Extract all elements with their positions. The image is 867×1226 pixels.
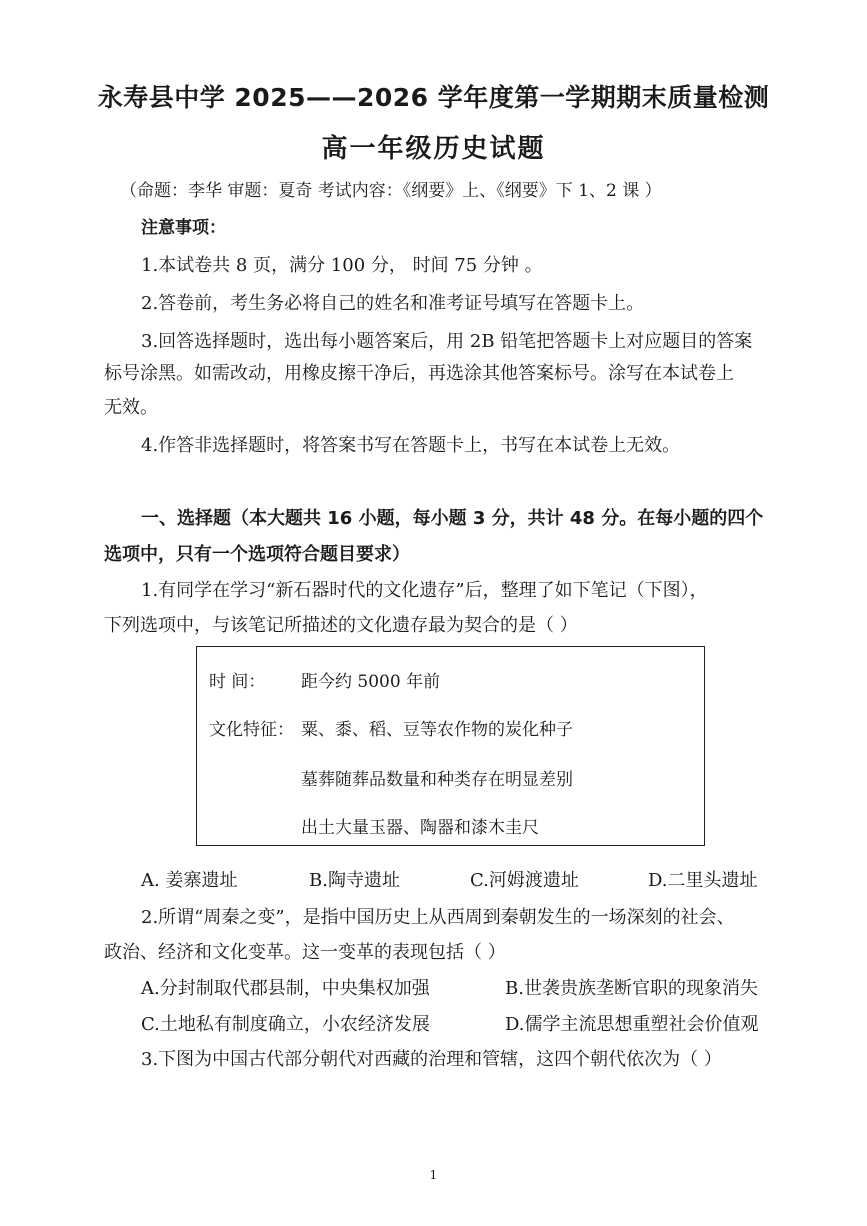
note-item-3-line-2: 标号涂黑。如需改动，用橡皮擦干净后，再选涂其他答案标号。涂写在本试卷上 (104, 363, 734, 384)
note-item-3-line-1: 3.回答选择题时，选出每小题答案后，用 2B 铅笔把答题卡上对应题目的答案 (141, 331, 753, 352)
exam-subtitle: 高一年级历史试题 (321, 134, 546, 164)
question-1-stem-line-2: 下列选项中，与该笔记所描述的文化遗存最为契合的是（ ） (104, 615, 578, 636)
question-1-notes-box (196, 646, 705, 846)
question-1-option-d: D.二里头遗址 (648, 870, 758, 891)
exam-info: （命题：李华 审题：夏奇 考试内容：《纲要》上、《纲要》下 1、2 课 ） (120, 181, 662, 201)
box-feature-3: 出土大量玉器、陶器和漆木圭尺 (301, 818, 539, 838)
question-1-option-c: C.河姆渡遗址 (470, 870, 579, 891)
question-2-option-c: C.土地私有制度确立，小农经济发展 (141, 1014, 430, 1035)
note-item-3-line-3: 无效。 (104, 397, 158, 418)
question-2-stem-line-1: 2.所谓“周秦之变”，是指中国历史上从西周到秦朝发生的一场深刻的社会、 (141, 907, 735, 928)
page-number: 1 (429, 1168, 438, 1182)
question-2-option-a: A.分封制取代郡县制，中央集权加强 (141, 978, 430, 999)
note-item-1: 1.本试卷共 8 页，满分 100 分， 时间 75 分钟 。 (141, 255, 543, 276)
box-feature-label: 文化特征： (209, 720, 294, 740)
note-item-4: 4.作答非选择题时，将答案书写在答题卡上，书写在本试卷上无效。 (141, 435, 681, 456)
section-heading-line-1: 一、选择题（本大题共 16 小题，每小题 3 分，共计 48 分。在每小题的四个 (141, 508, 764, 529)
question-2-stem-line-2: 政治、经济和文化变革。这一变革的表现包括（ ） (104, 942, 506, 963)
box-time-value: 距今约 5000 年前 (301, 672, 441, 692)
box-time-label: 时 间： (209, 672, 266, 692)
question-3-stem: 3.下图为中国古代部分朝代对西藏的治理和管辖，这四个朝代依次为（ ） (141, 1049, 722, 1070)
question-1-stem-line-1: 1.有同学在学习“新石器时代的文化遗存”后，整理了如下笔记（下图）， (141, 580, 708, 601)
box-feature-2: 墓葬随葬品数量和种类存在明显差别 (301, 770, 573, 790)
section-heading-line-2: 选项中，只有一个选项符合题目要求） (104, 544, 410, 565)
exam-title: 永寿县中学 2025——2026 学年度第一学期期末质量检测 (97, 83, 770, 112)
question-1-option-b: B.陶寺遗址 (309, 870, 400, 891)
note-item-2: 2.答卷前，考生务必将自己的姓名和准考证号填写在答题卡上。 (141, 293, 645, 314)
box-feature-1: 粟、黍、稻、豆等农作物的炭化种子 (301, 720, 573, 740)
question-2-option-b: B.世袭贵族垄断官职的现象消失 (505, 978, 758, 999)
notes-heading: 注意事项： (141, 218, 226, 238)
question-1-option-a: A. 姜寨遗址 (141, 870, 238, 891)
question-2-option-d: D.儒学主流思想重塑社会价值观 (505, 1014, 759, 1035)
